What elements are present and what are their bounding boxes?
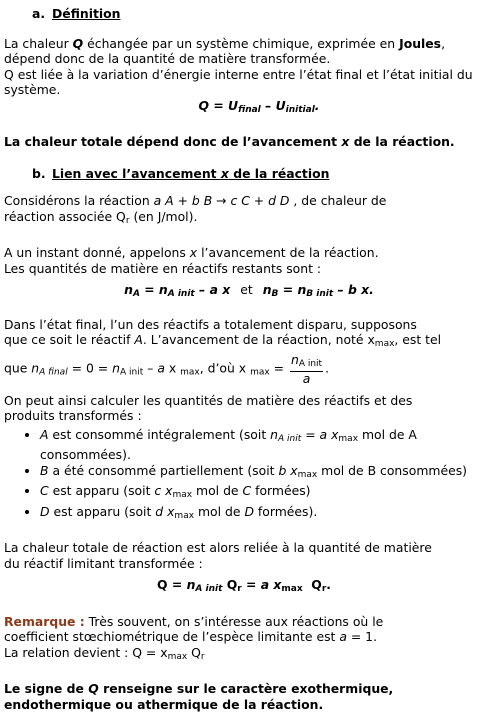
list-item: • D est apparu (soit d $x_{max}$ mol de D formées).	[40, 504, 474, 525]
transformed-quantities-list	[4, 427, 474, 525]
list-item: • C est apparu (soit c $x_{max}$ mol de C formées)	[40, 483, 474, 504]
calculation-intro: On peut ainsi calculer les quantités de matière des réactifs et des produits transformés :	[4, 392, 413, 423]
list-item: • B a été consommé partiellement (soit b $x_{max}$ mol de B consommées)	[40, 463, 474, 484]
xmax-fraction: $\frac{n_{A init}}{a}$	[290, 351, 323, 386]
equation-remaining-quantities: $n_A = n_{A init} - a$ x et $n_B = n_{B init} - b$ x.	[124, 282, 374, 299]
equation-q-delta-u: $Q = U_{final} - U_{initial}$.	[198, 97, 320, 115]
remark-label: Remarque :	[4, 613, 85, 629]
section-a-heading: a. Définition	[32, 6, 121, 21]
section-b-heading: b. Lien avec l’avancement x de la réaction	[32, 165, 330, 181]
remark-paragraph: Remarque : Très souvent, on s’intéresse aux réactions où le coefficient stœchiométrique de l’espèce limitante est a = 1. La relation devient : $Q = x_{max}$ $Q_r$	[4, 613, 384, 662]
equation-total-heat: $Q = n_{A init}$ $Q_r = a$ $x_{max}$ $Q_r$.	[157, 577, 331, 594]
definition-paragraph: La chaleur Q échangée par un système chimique, exprimée en Joules, dépend donc de la quantité de matière transformée. Q est liée à la variation d’énergie interne entre l’état final et l’état initial du système.	[4, 35, 473, 97]
reaction-paragraph: Considérons la réaction a A + b B → c C + d D , de chaleur de réaction associée $Q_r$ (en J/mol).	[4, 193, 387, 226]
advancement-paragraph: A un instant donné, appelons x l’avancement de la réaction. Les quantités de matière en réactifs restants sont :	[4, 245, 379, 276]
list-item: • A est consommé intégralement (soit $n_{A init} = a$ $x_{max}$ mol de A consommées).	[40, 427, 474, 463]
final-state-paragraph: Dans l’état final, l’un des réactifs a totalement disparu, supposons que ce soit le réactif A. L’avancement de la réaction, noté $x_{max}$, est tel que $n_{A final} = 0 = n_{A init} - a$ x $_{max}$, d’où x $_{max}$ = $\frac{n_{A init}}{a}$ .	[4, 316, 442, 386]
bold-statement-2: Le signe de Q renseigne sur le caractère exothermique, endothermique ou athermique de la réaction.	[4, 681, 394, 712]
bold-statement-1: La chaleur totale dépend donc de l’avancement x de la réaction.	[4, 134, 455, 149]
total-heat-paragraph: La chaleur totale de réaction est alors reliée à la quantité de matière du réactif limitant transformée :	[4, 540, 432, 571]
